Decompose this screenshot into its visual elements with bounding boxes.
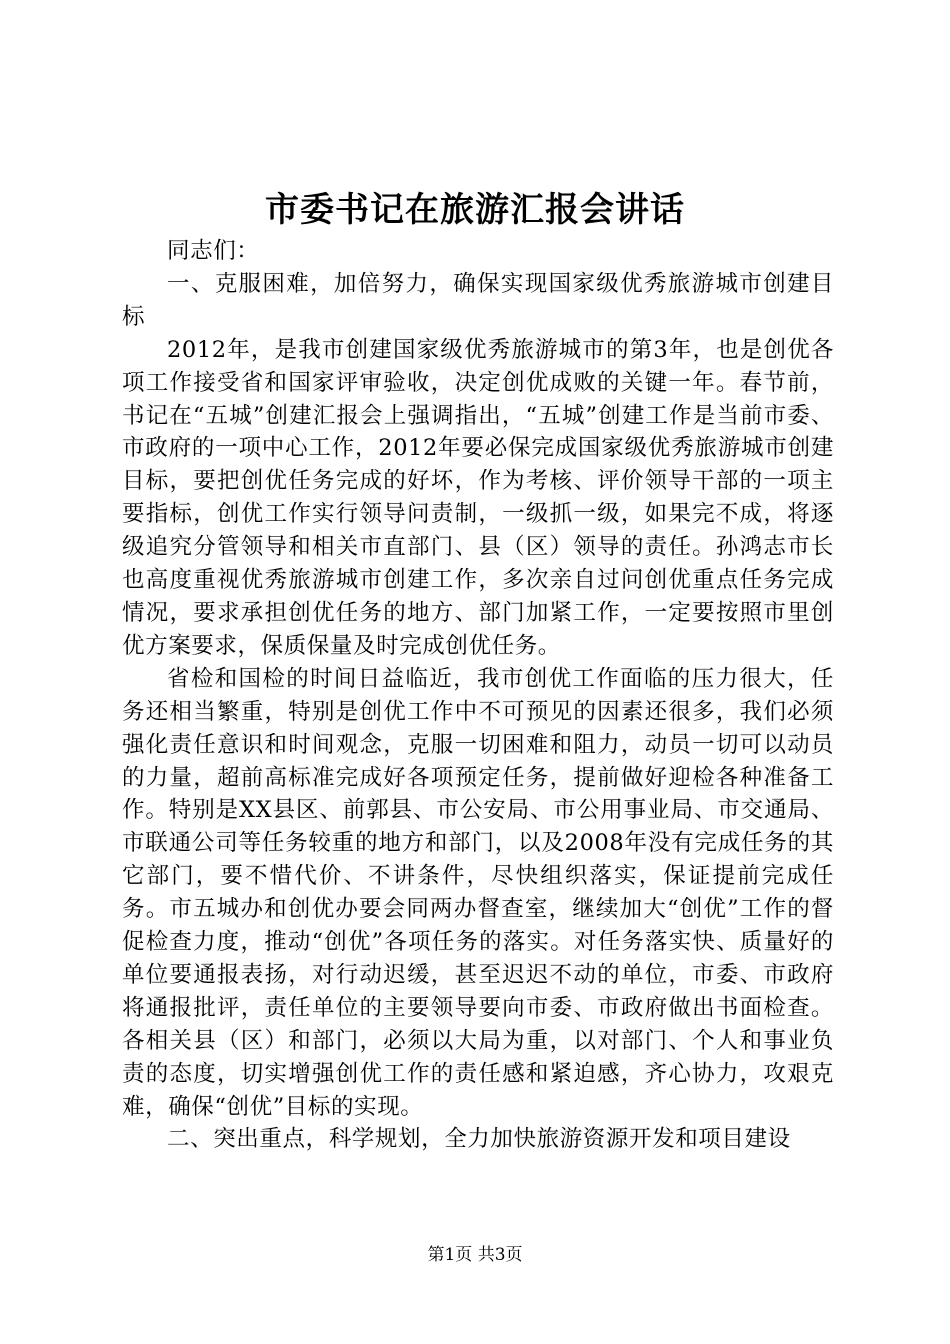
paragraph: 省检和国检的时间日益临近，我市创优工作面临的压力很大，任务还相当繁重，特别是创优工作中不可预见的因素还很多，我们必须强化责任意识和时间观念，克服一切困难和阻力，动员一切可以动员的力量，超前高标准完成好各项预定任务，提前做好迎检各种准备工作。特别是XX县区、前郭县、市公安局、市公用事业局、市交通局、市联通公司等任务较重的地方和部门，以及2008年没有完成任务的其它部门，要不惜代价、不讲条件，尽快组织落实，保证提前完成任务。市五城办和创优办要会同两办督查室，继续加大“创优”工作的督促检查力度，推动“创优”各项任务的落实。对任务落实快、质量好的单位要通报表扬，对行动迟缓，甚至迟迟不动的单位，市委、市政府将通报批评，责任单位的主要领导要向市委、市政府做出书面检查。各相关县（区）和部门，必须以大局为重，以对部门、个人和事业负责的态度，切实增强创优工作的责任感和紧迫感，齐心协力，攻艰克难，确保“创优”目标的实现。 xyxy=(122,665,834,1120)
section-heading-2: 二、突出重点，科学规划，全力加快旅游资源开发和项目建设 xyxy=(167,1126,791,1153)
paragraph: 2012年，是我市创建国家级优秀旅游城市的第3年，也是创优各项工作接受省和国家评审验收，决定创优成败的关键一年。春节前，书记在“五城”创建汇报会上强调指出，“五城”创建工作是当前市委、市政府的一项中心工作，2012年要必保完成国家级优秀旅游城市创建目标，要把创优任务完成的好坏，作为考核、评价领导干部的一项主要指标，创优工作实行领导问责制，一级抓一级，如果完不成，将逐级追究分管领导和相关市直部门、县（区）领导的责任。孙鸿志市长也高度重视优秀旅游城市创建工作，多次亲自过问创优重点任务完成情况，要求承担创优任务的地方、部门加紧工作，一定要按照市里创优方案要求，保质保量及时完成创优任务。 xyxy=(122,336,834,659)
document-title: 市委书记在旅游汇报会讲话 xyxy=(265,190,685,230)
section-heading-1: 一、克服困难，加倍努力，确保实现国家级优秀旅游城市创建目标 xyxy=(122,270,834,330)
page-footer: 第1页 共3页 xyxy=(427,1245,523,1265)
salutation: 同志们： xyxy=(167,238,260,264)
document-body xyxy=(122,235,834,1156)
